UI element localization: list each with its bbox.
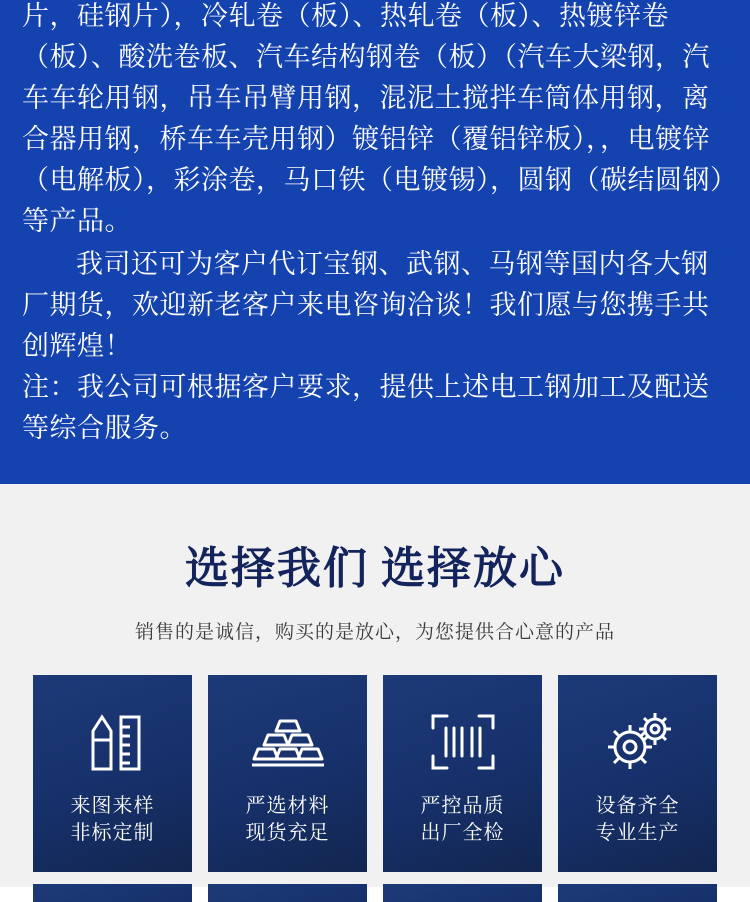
advantage-card-line1: 来图来样 — [70, 793, 155, 817]
advantage-card-list — [0, 675, 750, 872]
advantage-card[interactable] — [208, 675, 367, 872]
advantage-card[interactable] — [383, 675, 542, 872]
advantage-card-text — [71, 792, 155, 846]
advantage-card[interactable] — [558, 675, 717, 872]
advantage-card-line1: 设备齐全 — [595, 793, 680, 817]
section-title-part1: 选择我们 — [185, 543, 369, 594]
gears-icon — [600, 705, 676, 779]
barcode-scan-icon — [427, 705, 499, 779]
advantage-card-line1: 严选材料 — [245, 793, 330, 817]
section-subtitle: 销售的是诚信，购买的是放心，为您提供合心意的产品 — [134, 621, 615, 643]
advantage-card-line2: 现货充足 — [245, 820, 330, 844]
advantage-card-line2: 出厂全检 — [420, 820, 505, 844]
advantage-card-text — [246, 792, 330, 846]
advantage-card-text — [596, 792, 680, 846]
advantage-card-line2: 非标定制 — [70, 820, 155, 844]
section-title — [0, 484, 750, 594]
stacked-ingots-icon — [250, 705, 326, 779]
intro-paragraph-products: 片，硅钢片），冷轧卷（板）、热轧卷（板）、热镀锌卷（板）、酸洗卷板、汽车结构钢卷（板）（汽车大梁钢，汽车车轮用钢，吊车吊臂用钢，混泥土搅拌车筒体用钢，离合器用钢，桥车车壳用钢）镀铝锌（覆铝锌板），，电镀锌（电解板），彩涂卷，马口铁（电镀锡），圆钢（碳结圆钢）等产品。 — [22, 1, 724, 237]
advantage-card-line1: 严控品质 — [420, 793, 505, 817]
intro-paragraph-futures: 我司还可为客户代订宝钢、武钢、马钢等国内各大钢厂期货，欢迎新老客户来电咨询洽谈！我们愿与您携手共创辉煌！ — [22, 249, 710, 362]
advantage-card-text — [421, 792, 505, 846]
section-title-part2: 选择放心 — [381, 543, 565, 594]
advantage-card-line2: 专业生产 — [595, 820, 680, 844]
advantages-section — [0, 484, 750, 887]
intro-paragraph-note: 注：我公司可根据客户要求，提供上述电工钢加工及配送等综合服务。 — [22, 372, 710, 444]
ruler-pencil-icon — [77, 705, 149, 779]
advantage-card[interactable] — [33, 675, 192, 872]
